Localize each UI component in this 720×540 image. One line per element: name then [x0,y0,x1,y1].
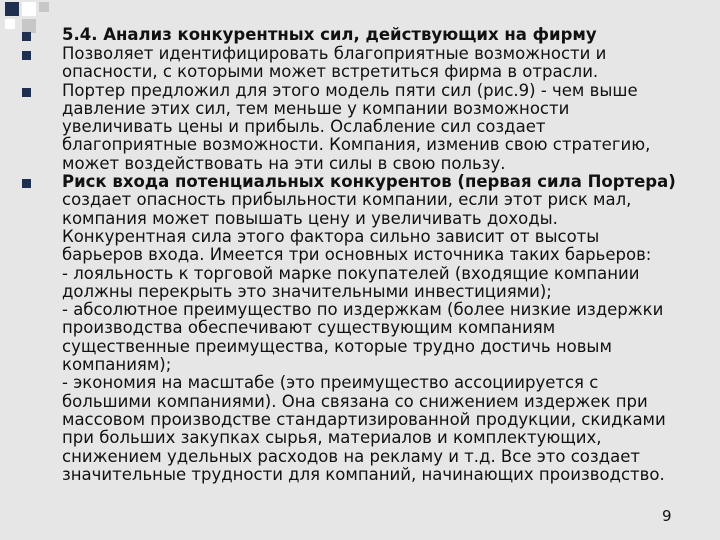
slide-content [22,26,712,484]
bullet-item-2 [22,82,712,173]
bullet-item-3 [22,173,712,484]
bullet-icon [22,32,31,41]
page-number: 9 [662,507,672,525]
bullet-icon [22,88,31,97]
bullet-item-1 [22,45,712,82]
deco-square-2 [22,2,36,16]
deco-square-5 [5,19,15,29]
bullet-icon [22,179,31,188]
bullet-body-3: создает опасность прибыльности компании, если этот риск мал, компания может повышать цену и увеличивать доходы. Конкурентная сила этого фактора сильно зависит от высоты барьеров входа. Имеется три основных источника таких барьеров: - лояльность к торговой марке покупателей (входящие компании должны перекрыть это значительными инвестициями); - абсолютное преимущество по издержкам (более низкие издержки производства обеспечивают существующим компаниям существенные преимущества, которые трудно достичь новым компаниям); - экономия на масштабе (это преимущество ассоциируется с большими компаниями). Она связана со снижением издержек при массовом производстве стандартизированной продукции, скидками при больших закупках сырья, материалов и комплектующих, снижением удельных расходов на рекламу и т.д. Все это создает значительные трудности для компаний, начинающих производство. [62,190,666,484]
bullet-icon [22,51,31,60]
bullet-text-3 [62,173,712,484]
deco-square-1 [5,2,19,16]
bullet-text-2: Портер предложил для этого модель пяти сил (рис.9) - чем выше давление этих сил, тем меньше у компании возможности увеличивать цены и прибыль. Ослабление сил создает благоприятные возможности. Компания, изменив свою стратегию, может воздействовать на эти силы в свою пользу. [62,80,651,173]
bullet-lead-3: Риск входа потенциальных конкурентов (первая сила Портера) [62,172,676,192]
title-item [22,26,712,44]
slide-title: 5.4. Анализ конкурентных сил, действующих на фирму [62,25,597,44]
bullet-text-1: Позволяет идентифицировать благоприятные возможности и опасности, с которыми может встретиться фирма в отрасли. [62,44,607,82]
deco-square-3 [39,2,49,12]
